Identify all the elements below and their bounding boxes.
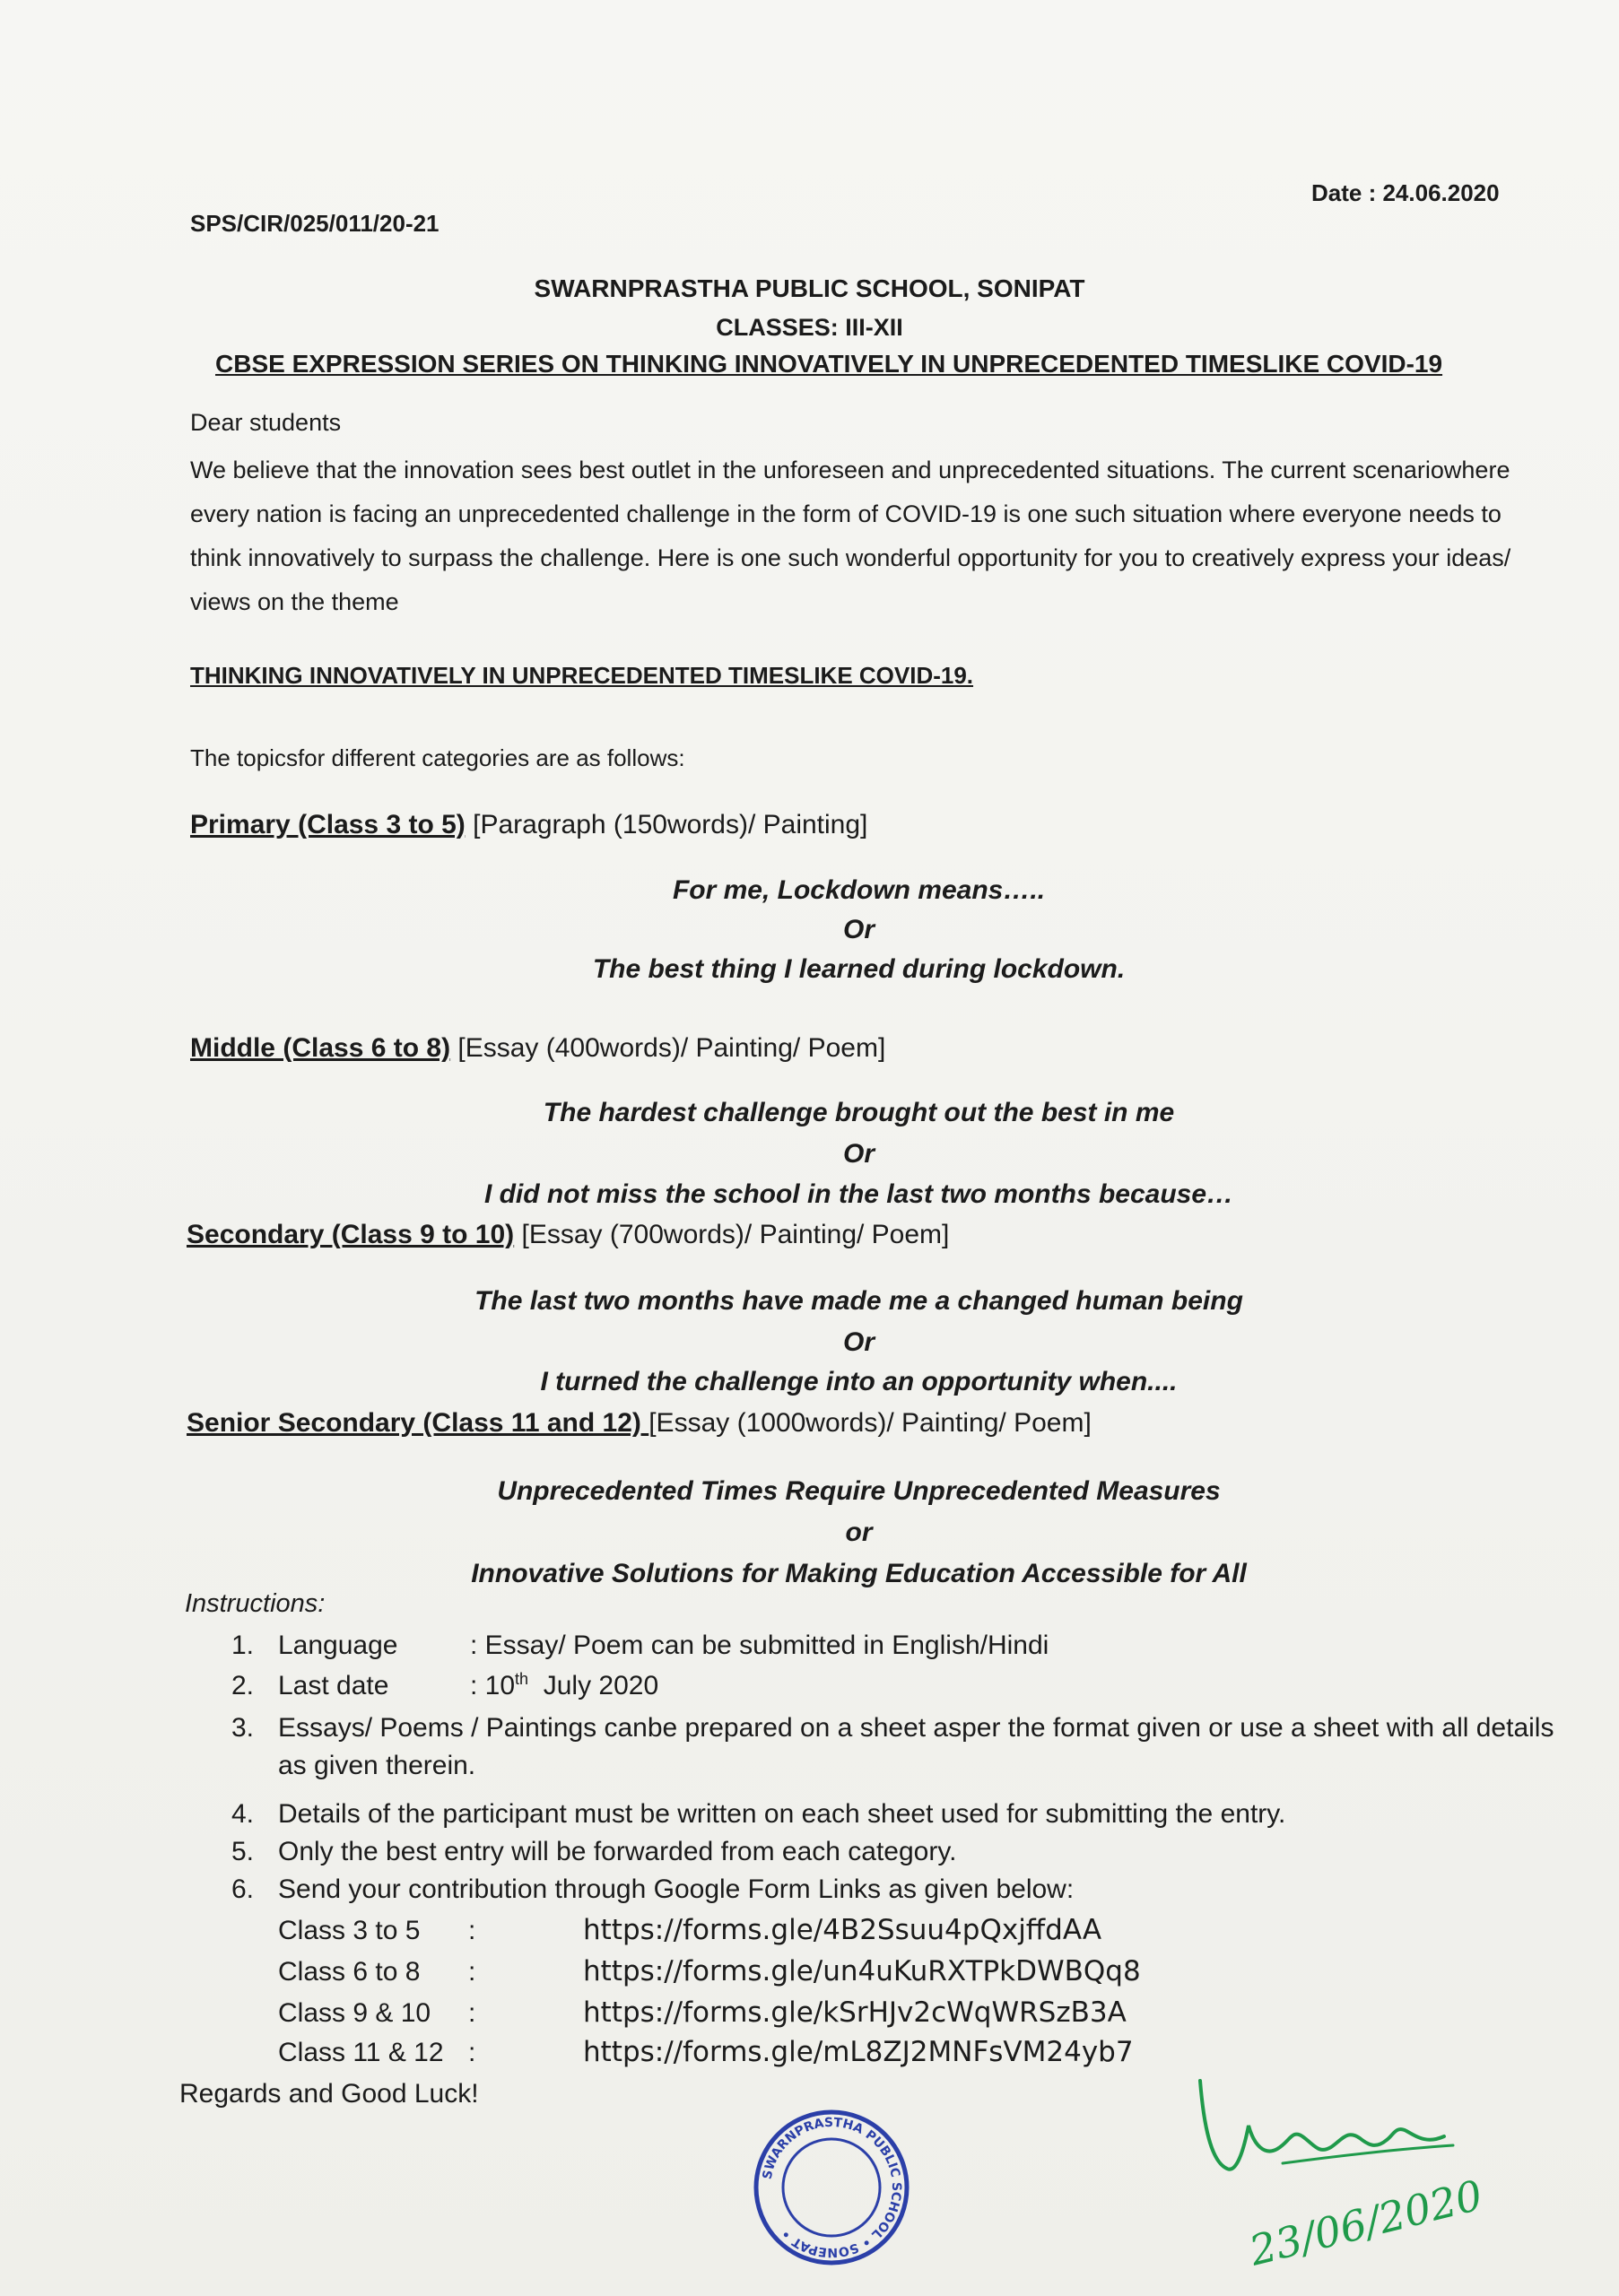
topic-or: Or bbox=[842, 915, 875, 944]
topic-or: or bbox=[845, 1518, 873, 1547]
category-format: [Paragraph (150words)/ Painting] bbox=[465, 810, 868, 839]
item-value-rest: July 2020 bbox=[528, 1671, 659, 1700]
link-class: Class 6 to 8 bbox=[278, 1957, 421, 1987]
category-label: Middle (Class 6 to 8) bbox=[190, 1033, 451, 1063]
school-seal-stamp bbox=[752, 2108, 911, 2267]
form-link-row bbox=[278, 1914, 1101, 1946]
svg-text:SWARNPRASTHA PUBLIC SCHOOL • S: SWARNPRASTHA PUBLIC SCHOOL • SONEPAT • bbox=[760, 2115, 904, 2260]
instruction-item bbox=[231, 1631, 1049, 1661]
closing-regards: Regards and Good Luck! bbox=[179, 2079, 479, 2109]
form-link-row bbox=[278, 2036, 1134, 2068]
topic-senior-2: Innovative Solutions for Making Education Accessible for All bbox=[471, 1559, 1247, 1588]
item-value: : Essay/ Poem can be submitted in English/Hindi bbox=[470, 1631, 1049, 1660]
category-senior-secondary bbox=[187, 1408, 1092, 1439]
item-number: 6. bbox=[231, 1874, 255, 1904]
item-number: 4. bbox=[231, 1799, 255, 1829]
topic-primary-1: For me, Lockdown means….. bbox=[672, 875, 1046, 905]
form-link[interactable]: https://forms.gle/kSrHJv2cWqWRSzB3A bbox=[583, 1996, 1127, 2029]
circular-title: CBSE EXPRESSION SERIES ON THINKING INNOVATIVELY IN UNPRECEDENTED TIMESLIKE COVID-19 bbox=[215, 350, 1443, 378]
instruction-item bbox=[231, 1874, 1074, 1905]
instruction-item bbox=[231, 1837, 956, 1867]
item-number: 3. bbox=[231, 1713, 255, 1743]
instructions-heading: Instructions: bbox=[185, 1589, 326, 1618]
link-colon: : bbox=[468, 1916, 476, 1945]
classes-heading: CLASSES: III-XII bbox=[716, 314, 903, 341]
principal-signature bbox=[1184, 2063, 1507, 2278]
item-text: Only the best entry will be forwarded from each category. bbox=[278, 1837, 957, 1866]
form-link[interactable]: https://forms.gle/un4uKuRXTPkDWBQq8 bbox=[583, 1955, 1141, 1987]
topics-intro: The topicsfor different categories are as follows: bbox=[190, 744, 685, 771]
link-class: Class 3 to 5 bbox=[278, 1916, 421, 1945]
category-primary bbox=[190, 810, 867, 840]
category-format: [Essay (1000words)/ Painting/ Poem] bbox=[648, 1408, 1092, 1438]
topic-middle-1: The hardest challenge brought out the best in me bbox=[543, 1098, 1175, 1127]
form-link[interactable]: https://forms.gle/4B2Ssuu4pQxjffdAA bbox=[583, 1914, 1102, 1946]
link-class: Class 11 & 12 bbox=[278, 2038, 444, 2067]
school-name: SWARNPRASTHA PUBLIC SCHOOL, SONIPAT bbox=[534, 274, 1085, 302]
reference-number: SPS/CIR/025/011/20-21 bbox=[190, 210, 440, 237]
topic-primary-2: The best thing I learned during lockdown. bbox=[592, 954, 1126, 984]
item-number: 5. bbox=[231, 1837, 255, 1866]
item-text: Essays/ Poems / Paintings canbe prepared on a sheet asper the format given or use a sheet with all details as given therein. bbox=[278, 1713, 1554, 1780]
form-link[interactable]: https://forms.gle/mL8ZJ2MNFsVM24yb7 bbox=[583, 2036, 1134, 2068]
category-format: [Essay (700words)/ Painting/ Poem] bbox=[514, 1220, 950, 1249]
topic-or: Or bbox=[842, 1327, 875, 1357]
link-colon: : bbox=[468, 1957, 476, 1987]
form-link-row bbox=[278, 1955, 1141, 1987]
link-class: Class 9 & 10 bbox=[278, 1998, 431, 2028]
instruction-item bbox=[231, 1709, 1568, 1785]
form-link-row bbox=[278, 1996, 1127, 2029]
instruction-item bbox=[231, 1670, 658, 1701]
theme-heading: THINKING INNOVATIVELY IN UNPRECEDENTED TIMESLIKE COVID-19. bbox=[190, 662, 974, 689]
topic-secondary-1: The last two months have made me a changed human being bbox=[474, 1286, 1243, 1316]
intro-paragraph: We believe that the innovation sees best outlet in the unforeseen and unprecedented situations. The current scenariowhere every nation is facing an unprecedented challenge in the form of COVID-19 is one such situation where everyone needs to think innovatively to surpass the challenge. Here is one such wonderful opportunity for you to creatively express your ideas/ views on the theme bbox=[190, 457, 1511, 615]
salutation: Dear students bbox=[190, 409, 342, 436]
category-format: [Essay (400words)/ Painting/ Poem] bbox=[450, 1033, 886, 1063]
instruction-item bbox=[231, 1799, 1285, 1830]
circular-date: Date : 24.06.2020 bbox=[1311, 179, 1500, 206]
link-colon: : bbox=[468, 2038, 476, 2067]
category-middle bbox=[190, 1033, 885, 1064]
topic-or: Or bbox=[842, 1139, 875, 1169]
category-label: Senior Secondary (Class 11 and 12) bbox=[187, 1408, 649, 1438]
item-number: 1. bbox=[231, 1631, 255, 1660]
item-text: Details of the participant must be written on each sheet used for submitting the entry. bbox=[278, 1799, 1286, 1829]
topic-middle-2: I did not miss the school in the last two months because… bbox=[483, 1179, 1234, 1209]
topic-senior-1: Unprecedented Times Require Unprecedented Measures bbox=[497, 1476, 1221, 1506]
category-secondary bbox=[187, 1220, 949, 1250]
item-text: Send your contribution through Google Form Links as given below: bbox=[278, 1874, 1075, 1904]
item-number: 2. bbox=[231, 1671, 255, 1700]
item-value-superscript: th bbox=[515, 1670, 529, 1688]
item-key: Last date bbox=[278, 1671, 389, 1700]
category-label: Secondary (Class 9 to 10) bbox=[187, 1220, 515, 1249]
topic-secondary-2: I turned the challenge into an opportunity when.... bbox=[540, 1367, 1178, 1396]
svg-text:23/06/2020: 23/06/2020 bbox=[1244, 2170, 1488, 2275]
category-label: Primary (Class 3 to 5) bbox=[190, 810, 466, 839]
link-colon: : bbox=[468, 1998, 476, 2028]
item-key: Language bbox=[278, 1631, 398, 1660]
item-value: : 10 bbox=[470, 1671, 516, 1700]
